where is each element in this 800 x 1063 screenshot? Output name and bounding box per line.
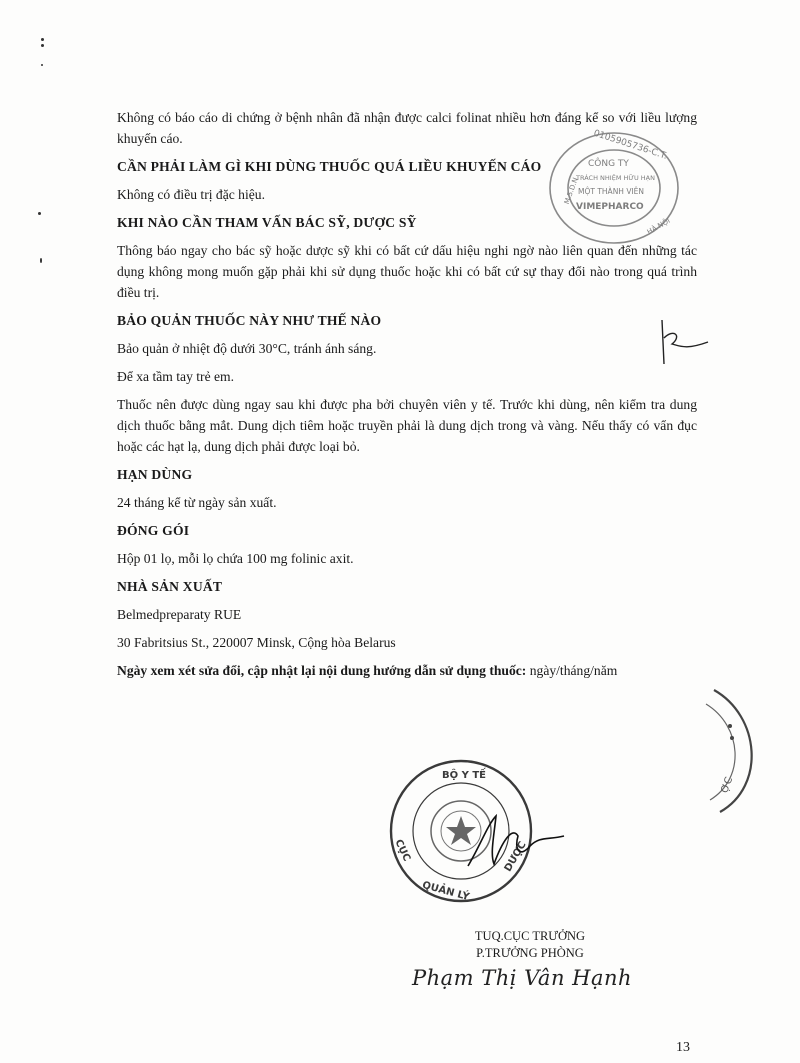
partial-ministry-stamp <box>700 686 760 816</box>
authorization-title: TUQ.CỤC TRƯỞNG <box>474 929 586 943</box>
paragraph-revision-date <box>117 660 697 681</box>
paragraph-keep-away: Để xa tầm tay trẻ em. <box>117 369 235 384</box>
svg-text:HÀ NỘI: HÀ NỘI <box>645 216 672 237</box>
heading-storage: BẢO QUẢN THUỐC NÀY NHƯ THẾ NÀO <box>117 313 382 328</box>
svg-text:VIMEPHARCO: VIMEPHARCO <box>576 202 644 212</box>
scan-speck <box>38 212 41 215</box>
svg-text:CỤC: CỤC <box>392 837 413 864</box>
svg-text:MỘT THÀNH VIÊN: MỘT THÀNH VIÊN <box>578 187 645 196</box>
svg-text:DƯỢC: DƯỢC <box>502 839 529 874</box>
svg-text:QUẢN LÝ: QUẢN LÝ <box>421 879 471 904</box>
heading-manufacturer: NHÀ SẢN XUẤT <box>117 579 223 594</box>
paragraph-no-treatment: Không có điều trị đặc hiệu. <box>117 187 265 202</box>
paragraph-preparation: Thuốc nên được dùng ngay sau khi được pha bởi chuyên viên y tế. Trước khi dùng, nên kiểm tra dung dịch thuốc bằng mắt. Dung dịch tiêm hoặc truyền phải là dung dịch trong và vàng. Nếu thấy có vẩn đục hoặc các hạt lạ, dung dịch phải được loại bỏ. <box>117 397 697 454</box>
signature-scribble <box>460 806 570 876</box>
page-number: 13 <box>676 1040 690 1055</box>
heading-consult: KHI NÀO CẦN THAM VẤN BÁC SỸ, DƯỢC SỸ <box>117 215 417 230</box>
svg-text:M.S.D.N: M.S.D.N <box>562 176 580 206</box>
scan-speck <box>41 64 43 66</box>
paragraph-storage-temp: Bảo quản ở nhiệt độ dưới 30°C, tránh ánh sáng. <box>117 341 377 356</box>
heading-expiry: HẠN DÙNG <box>117 467 193 482</box>
heading-overdose: CẦN PHẢI LÀM GÌ KHI DÙNG THUỐC QUÁ LIỀU KHUYẾN CÁO <box>117 159 542 174</box>
handwritten-initial <box>652 318 712 368</box>
svg-text:BỘ Y TẾ: BỘ Y TẾ <box>442 770 486 781</box>
position-title: P.TRƯỞNG PHÒNG <box>476 946 584 960</box>
paragraph-manufacturer-address: 30 Fabritsius St., 220007 Minsk, Cộng hòa Belarus <box>117 635 396 650</box>
paragraph-manufacturer-name: Belmedpreparaty RUE <box>117 607 242 622</box>
scan-speck <box>41 38 44 41</box>
signer-name: Phạm Thị Vân Hạnh <box>412 966 633 990</box>
svg-text:TRÁCH NHIỆM HỮU HẠN: TRÁCH NHIỆM HỮU HẠN <box>576 174 655 182</box>
signature-block <box>440 928 620 962</box>
paragraph-expiry: 24 tháng kể từ ngày sản xuất. <box>117 495 277 510</box>
revision-label: Ngày xem xét sửa đổi, cập nhật lại nội dung hướng dẫn sử dụng thuốc: <box>117 663 527 678</box>
svg-text:CÔNG TY: CÔNG TY <box>588 159 629 169</box>
paragraph-packaging: Hộp 01 lọ, mỗi lọ chứa 100 mg folinic axit. <box>117 551 354 566</box>
scan-speck <box>40 258 42 263</box>
heading-packaging: ĐÓNG GÓI <box>117 523 190 538</box>
revision-value: ngày/tháng/năm <box>529 663 618 678</box>
scan-speck <box>41 44 44 47</box>
paragraph-consult: Thông báo ngay cho bác sỹ hoặc dược sỹ khi có bất cứ dấu hiệu nghi ngờ nào liên quan đến những tác dụng không mong muốn gặp phải khi sử dụng thuốc hoặc khi có bất cứ sự thay đổi nào trong quá trình điều trị. <box>117 243 697 300</box>
svg-text:ỢC: ỢC <box>719 775 736 795</box>
paragraph-overdose-note: Không có báo cáo di chứng ở bệnh nhân đã nhận được calci folinat nhiều hơn đáng kể so với liều lượng khuyến cáo. <box>117 110 697 146</box>
svg-text:0105905736-C.T.: 0105905736-C.T. <box>592 128 669 162</box>
company-stamp <box>542 128 682 246</box>
